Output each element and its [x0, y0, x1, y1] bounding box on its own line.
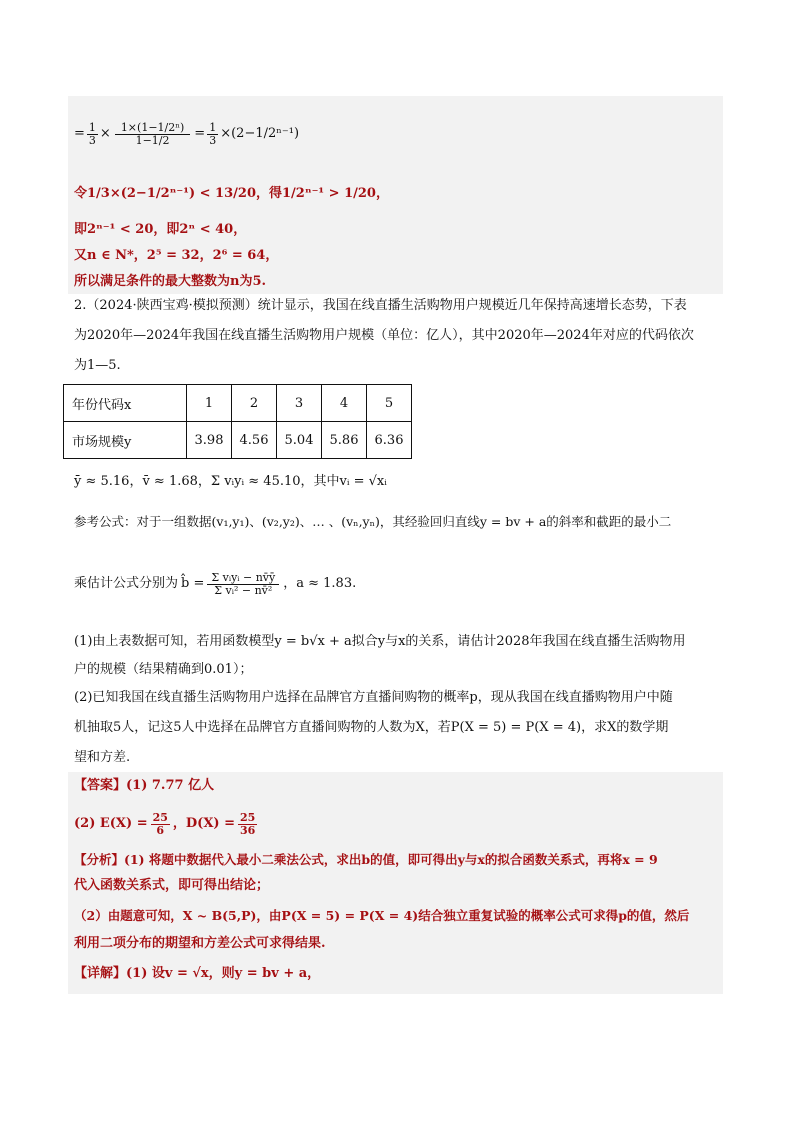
answer-line-1 [74, 776, 214, 796]
b-hat-fraction: $\frac{\text{Σ vᵢyᵢ − nv̄ȳ}}{\text{Σ vᵢ² − nv̄²}}$ [207, 572, 279, 597]
answer-e-fraction: $\frac{25}{6}$ [152, 810, 168, 837]
table-cell: 1 [187, 385, 232, 422]
data-table [63, 384, 412, 459]
table-cell: 4.56 [232, 422, 277, 459]
question-2-line-3: 望和方差. [74, 750, 131, 765]
table-header-market-size: 市场规模y [64, 422, 187, 459]
problem-line-1: 2.（2024·陕西宝鸡·模拟预测）统计显示，我国在线直播生活购物用户规模近几年保持高速增长态势，下表 [74, 298, 687, 313]
table-cell: 6.36 [367, 422, 412, 459]
solution-line-3: 即2ⁿ⁻¹ < 20，即2ⁿ < 40， [74, 222, 247, 237]
sol-eq-prefix: = [74, 126, 85, 141]
answer-d-fraction: $\frac{25}{36}$ [240, 810, 256, 837]
question-2-line-2: 机抽取5人，记这5人中选择在品牌官方直播间购物的人数为X，若P(X = 5) = P(X = 4)，求X的数学期 [74, 720, 669, 735]
table-cell: 2 [232, 385, 277, 422]
table-row [64, 385, 412, 422]
table-cell: 4 [322, 385, 367, 422]
table-cell: 5.86 [322, 422, 367, 459]
stats-line: ȳ ≈ 5.16，v̄ ≈ 1.68，Σ vᵢyᵢ ≈ 45.10，其中vᵢ = √xᵢ [74, 474, 387, 489]
solution-line-4: 又n ∈ N*，2⁵ = 32，2⁶ = 64， [74, 248, 279, 263]
question-1-line-2: 户的规模（结果精确到0.01）； [74, 662, 253, 677]
answer-line-2: (2) E(X) = $\frac{25}{6}$ ，D(X) = $\frac{25}{36}$ [74, 810, 256, 837]
table-cell: 5.04 [277, 422, 322, 459]
solution-line-1: = $\frac{1}{3}$ × $\frac{\text{1×(1−1/2ⁿ)}}{1-1/2}$ = $\frac{1}{3}$ ×(2−1/2ⁿ⁻¹) [74, 120, 300, 147]
analysis-line-2: 代入函数关系式，即可得出结论； [74, 878, 270, 893]
table-cell: 5 [367, 385, 412, 422]
sol-frac-c: $\frac{1}{3}$ [209, 120, 217, 147]
problem-line-3: 为1—5. [74, 358, 121, 373]
table-cell: 3.98 [187, 422, 232, 459]
answer-1: (1) 7.77 亿人 [126, 778, 215, 793]
detail-line-1: 【详解】(1) 设v = √x，则y = bv + a， [74, 966, 321, 981]
analysis-line-4: 利用二项分布的期望和方差公式可求得结果. [74, 936, 326, 951]
formula-line-1: 参考公式：对于一组数据(v₁,y₁)、(v₂,y₂)、… 、(vₙ,yₙ)，其经验回归直线y = bv + a的斜率和截距的最小二 [74, 514, 672, 529]
problem-line-2: 为2020年—2024年我国在线直播生活购物用户规模（单位：亿人），其中2020年—2024年对应的代码依次 [74, 328, 694, 343]
table-row [64, 422, 412, 459]
sol-frac-b: $\frac{\text{1×(1−1/2ⁿ)}}{1-1/2}$ [115, 122, 190, 147]
solution-conclusion: 所以满足条件的最大整数为n为5. [74, 274, 267, 289]
analysis-line-3: （2）由题意可知，X ~ B(5,P)，由P(X = 5) = P(X = 4)结合独立重复试验的概率公式可求得p的值，然后 [74, 908, 690, 923]
question-2-line-1: (2)已知我国在线直播生活购物用户选择在品牌官方直播间购物的概率p，现从我国在线直播购物用户中随 [74, 690, 673, 705]
answer-label: 【答案】 [74, 778, 127, 793]
question-1-line-1: (1)由上表数据可知，若用函数模型y = b√x + a拟合y与x的关系，请估计2028年我国在线直播生活购物用 [74, 634, 686, 649]
sol-frac-a: $\frac{1}{3}$ [88, 120, 96, 147]
table-cell: 3 [277, 385, 322, 422]
analysis-line-1: 【分析】(1) 将题中数据代入最小二乘法公式，求出b的值，即可得出y与x的拟合函数关系式，再将x = 9 [74, 852, 658, 867]
table-header-year-code: 年份代码x [64, 385, 187, 422]
formula-line-2: 乘估计公式分别为 b̂ = $\frac{\text{Σ vᵢyᵢ − nv̄ȳ}}{\text{Σ vᵢ² − nv̄²}}$ ，a ≈ 1.83. [74, 570, 357, 597]
solution-line-2: 令1/3×(2−1/2ⁿ⁻¹) < 13/20，得1/2ⁿ⁻¹ > 1/20， [74, 186, 389, 201]
b-hat-symbol: b̂ = [181, 576, 205, 591]
